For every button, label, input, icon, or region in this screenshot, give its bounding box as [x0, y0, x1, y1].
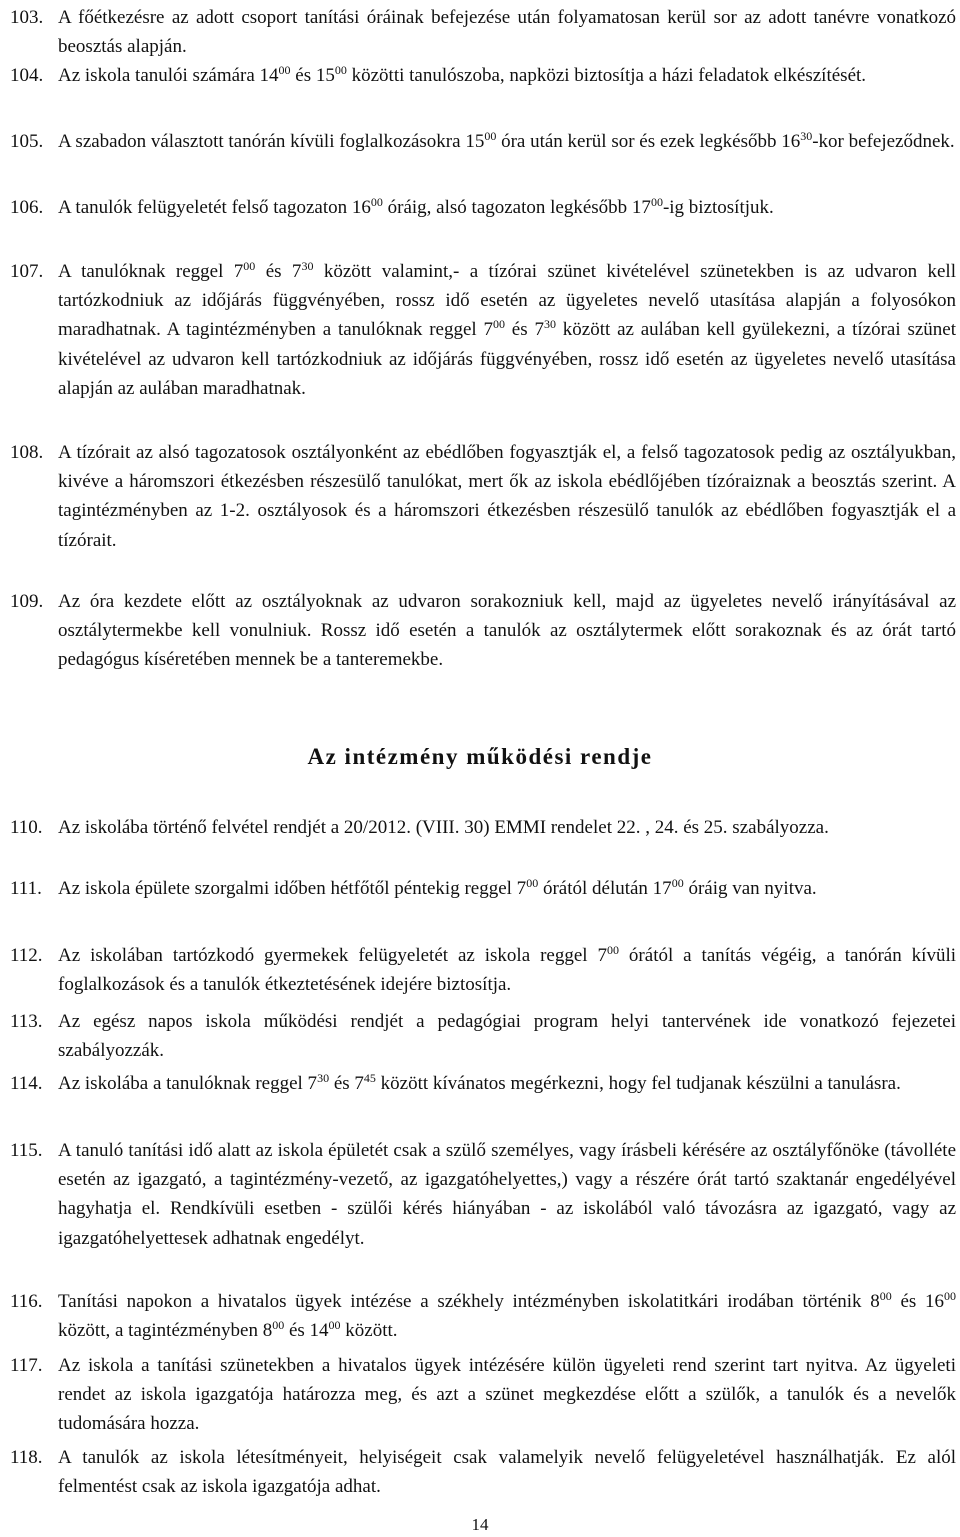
list-item-103 [0, 3, 960, 61]
text-run: Az iskolában tartózkodó gyermekek felügyeletét az iskola reggel 7 [58, 945, 607, 966]
text-run: és 15 [290, 65, 335, 86]
text-run: A főétkezésre az adott csoport tanítási óráinak befejezése után folyamatosan kerül sor az adott tanévre vonatkozó beosztás alapján. [58, 7, 956, 58]
item-number: 107. [10, 261, 44, 282]
time-minutes-superscript: 00 [328, 1318, 341, 1333]
text-run: és 14 [284, 1320, 329, 1342]
list-item-115 [0, 1136, 960, 1253]
text-run: között az aulában kell gyülekezni, a tízórai szünet kivételével az udvaron kell tartózkodniuk az időjárás függvényében, rossz idő esetén az ügyeletes nevelő utasítása alapján az aulában maradhatnak. [58, 319, 956, 399]
item-text [58, 127, 956, 156]
time-minutes-superscript: 00 [484, 129, 497, 143]
text-run: és 7 [329, 1073, 364, 1094]
list-item-113 [0, 1007, 960, 1065]
list-item-118 [0, 1443, 960, 1501]
item-number: 111. [10, 878, 42, 899]
item-text [58, 874, 956, 903]
time-minutes-superscript: 30 [543, 317, 556, 332]
text-run: A tanulók felügyeletét felső tagozaton 16 [58, 197, 371, 218]
text-run: és 16 [891, 1291, 945, 1312]
item-number: 106. [10, 197, 44, 218]
item-text [58, 1007, 956, 1065]
time-minutes-superscript: 30 [800, 129, 813, 143]
item-text [58, 1351, 956, 1439]
list-item-105 [0, 127, 960, 156]
item-text [58, 3, 956, 61]
section-heading: Az intézmény működési rendje [307, 744, 653, 769]
list-item-104 [0, 61, 960, 90]
time-minutes-superscript: 30 [317, 1071, 330, 1085]
list-item-106 [0, 193, 960, 222]
time-minutes-superscript: 00 [334, 63, 347, 77]
item-text [58, 1136, 956, 1253]
item-text [58, 1069, 956, 1098]
page-number: 14 [471, 1515, 489, 1534]
item-number: 117. [10, 1355, 43, 1376]
list-item-111 [0, 874, 960, 903]
item-number: 118. [10, 1447, 43, 1468]
time-minutes-superscript: 00 [278, 63, 291, 77]
item-number: 104. [10, 65, 44, 86]
item-number: 109. [10, 591, 44, 612]
item-text [58, 61, 956, 90]
time-minutes-superscript: 00 [944, 1289, 957, 1303]
text-run: -ig biztosítjuk. [662, 197, 774, 218]
item-text [58, 1443, 956, 1501]
text-run: A tanulók az iskola létesítményeit, helyiségeit csak valamelyik nevelő felügyeletével használhatják. Ez alól felmentést csak az iskola igazgatója adhat. [58, 1447, 956, 1498]
item-text [58, 1287, 956, 1345]
item-number: 110. [10, 817, 43, 838]
time-minutes-superscript: 00 [370, 195, 383, 209]
item-number: 114. [10, 1073, 43, 1094]
text-run: Az iskola épülete szorgalmi időben hétfőtől péntekig reggel 7 [58, 878, 527, 899]
text-run: A szabadon választott tanórán kívüli foglalkozásokra 15 [58, 131, 485, 152]
text-run: Az iskola a tanítási szünetekben a hivatalos ügyek intézésére külön ügyeleti rend szerint tart nyitva. Az ügyeleti rendet az iskola igazgatója határozza meg, és azt a szünet megkezdése előtt a szülők, a tanulók és a nevelők tudomására hozza. [58, 1355, 956, 1435]
text-run: óráig van nyitva. [683, 878, 817, 899]
time-minutes-superscript: 30 [301, 259, 314, 273]
time-minutes-superscript: 00 [272, 1318, 285, 1333]
text-run: órától a tanítás végéig, a tanórán kívüli foglalkozások és a tanulók étkeztetésének idejére biztosítja. [58, 945, 957, 996]
item-number: 115. [10, 1140, 43, 1161]
time-minutes-superscript: 00 [650, 195, 663, 209]
time-minutes-superscript: 00 [526, 876, 539, 890]
time-minutes-superscript: 00 [243, 259, 256, 273]
item-number: 116. [10, 1291, 43, 1312]
list-item-116 [0, 1287, 960, 1345]
time-minutes-superscript: 00 [879, 1289, 892, 1303]
list-item-110 [0, 813, 960, 842]
list-item-117 [0, 1351, 960, 1439]
time-minutes-superscript: 45 [363, 1071, 376, 1085]
text-run: A tanuló tanítási idő alatt az iskola épületét csak a szülő személyes, vagy írásbeli kérésére az osztályfőnöke (távolléte esetén az igazgató, a tagintézmény-vezető, az igazgatóhelyettes,) vagy a részére órát tartó szaktanár engedélyével hagyhatja el. Rendkívüli esetben - szülői kérés hiányában - az iskolából való távozásra az igazgató, vagy az igazgatóhelyettesek adhatnak engedélyt. [58, 1140, 956, 1249]
text-run: közötti tanulószoba, napközi biztosítja a házi feladatok elkészítését. [346, 65, 867, 86]
text-run: órától délután 17 [538, 878, 672, 899]
text-run: Az iskolába történő felvétel rendjét a 20/2012. (VIII. 30) EMMI rendelet 22. , 24. és 25. szabályozza. [58, 817, 829, 838]
item-number: 112. [10, 945, 43, 966]
text-run: Az iskola tanulói számára 14 [58, 65, 279, 86]
text-run: A tízórait az alsó tagozatosok osztályonként az ebédlőben fogyasztják el, a felső tagozatosok pedig az osztályukban, kivéve a háromszori étkezésben részesülő tanulókat, mert ők az iskola ebédlőjében tízóraiznak a beosztás szerint. A tagintézményben az 1-2. osztályosok és a háromszori étkezésben részesülő tanulók az ebédlőben fogyasztják el a tízórait. [58, 442, 956, 551]
time-minutes-superscript: 00 [492, 317, 505, 332]
text-run: és 7 [255, 261, 302, 282]
text-run: Az iskolába a tanulóknak reggel 7 [58, 1073, 318, 1094]
text-run: Az egész napos iskola működési rendjét a pedagógiai program helyi tantervének ide vonatkozó fejezetei szabályozzák. [58, 1011, 956, 1062]
time-minutes-superscript: 00 [607, 943, 619, 957]
list-item-108 [0, 438, 960, 555]
text-run: A tanulóknak reggel 7 [58, 261, 244, 282]
time-minutes-superscript: 00 [671, 876, 684, 890]
item-text [58, 587, 956, 675]
item-number: 103. [10, 7, 44, 28]
list-item-109 [0, 587, 960, 675]
text-run: között valamint,- a tízórai szünet kivételével szünetekben is az udvaron kell tartózkodniuk az időjárás függvényében, rossz idő esetén az ügyeletes nevelő utasítása alapján a folyosókon maradhatnak. A tagintézményben a tanulóknak reggel 7 [58, 261, 956, 341]
text-run: óráig, alsó tagozaton legkésőbb 17 [382, 197, 651, 218]
text-run: Az óra kezdete előtt az osztályoknak az udvaron sorakozniuk kell, majd az ügyeletes nevelő irányításával az osztálytermekbe kell vonulniuk. Rossz idő esetén a tanulók az osztálytermek előtt sorakoznak és az órát tartó pedagógus kíséretében mennek be a tanteremekbe. [58, 591, 956, 671]
item-number: 108. [10, 442, 44, 463]
text-run: között. [340, 1320, 398, 1342]
item-text [58, 813, 956, 842]
item-text [58, 438, 956, 555]
item-number: 113. [10, 1011, 43, 1032]
text-run: -kor befejeződnek. [812, 131, 955, 152]
list-item-107 [0, 257, 960, 403]
text-run: óra után kerül sor és ezek legkésőbb 16 [496, 131, 801, 152]
text-run: között kívánatos megérkezni, hogy fel tudjanak készülni a tanulásra. [375, 1073, 901, 1094]
item-number: 105. [10, 131, 44, 152]
list-item-112 [0, 941, 960, 999]
text-run: között, a tagintézményben 8 [58, 1320, 273, 1342]
list-item-114 [0, 1069, 960, 1098]
item-text [58, 941, 956, 999]
item-text [58, 193, 956, 222]
text-run: és 7 [504, 319, 544, 341]
item-text [58, 257, 956, 403]
text-run: Tanítási napokon a hivatalos ügyek intézése a székhely intézményben iskolatitkári irodában történik 8 [58, 1291, 880, 1312]
